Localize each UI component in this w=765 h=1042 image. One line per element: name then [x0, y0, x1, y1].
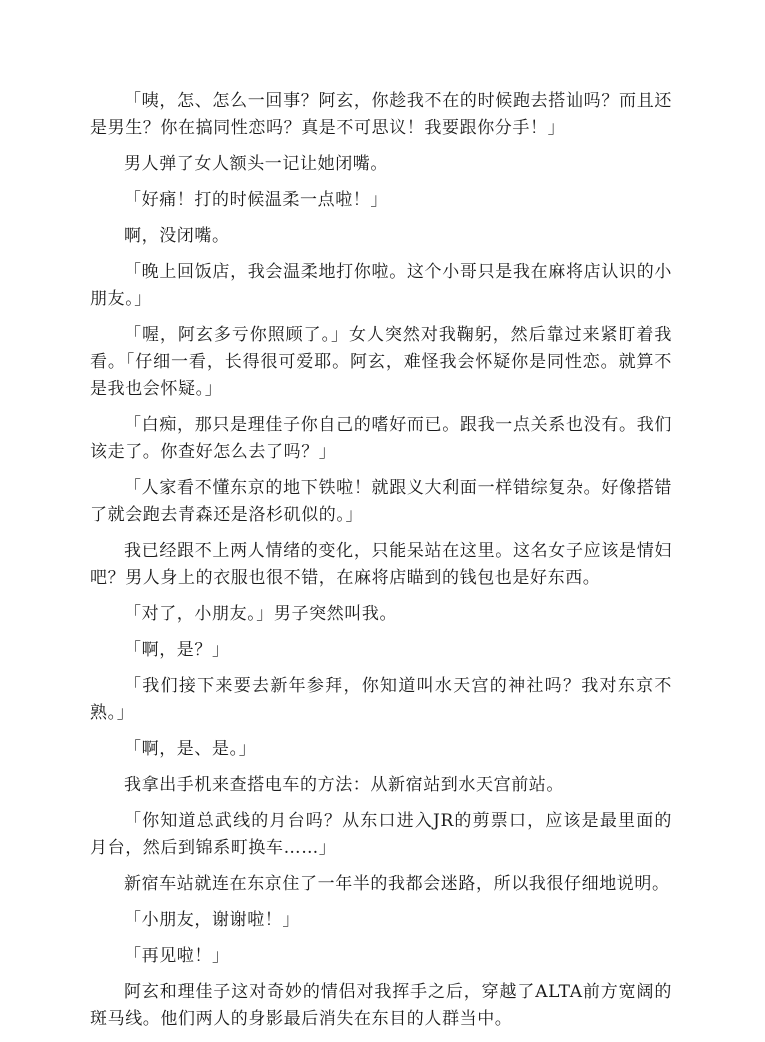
paragraph: 「好痛！打的时候温柔一点啦！」 — [124, 190, 388, 210]
paragraph: 我拿出手机来查搭电车的方法：从新宿站到水天宫前站。 — [124, 775, 564, 795]
paragraph: 「喔，阿玄多亏你照顾了。」女人突然对我鞠躬，然后靠过来紧盯着我看。「仔细一看，长得很可爱耶。阿玄，难怪我会怀疑你是同性恋。就算不是我也会怀疑。」 — [90, 325, 672, 399]
paragraph: 「小朋友，谢谢啦！」 — [124, 910, 300, 930]
paragraph: 男人弹了女人额头一记让她闭嘴。 — [124, 154, 388, 174]
paragraph: 「人家看不懂东京的地下铁啦！就跟义大利面一样错综复杂。好像搭错了就会跑去青森还是洛杉矶似的。」 — [90, 478, 672, 525]
paragraph: 啊，没闭嘴。 — [124, 226, 230, 246]
paragraph: 阿玄和理佳子这对奇妙的情侣对我挥手之后，穿越了ALTA前方宽阔的斑马线。他们两人的身影最后消失在东目的人群当中。 — [90, 982, 672, 1029]
paragraph: 「再见啦！」 — [124, 946, 230, 966]
paragraph: 「你知道总武线的月台吗？从东口进入JR的剪票口，应该是最里面的月台，然后到锦系町换车……」 — [90, 811, 672, 858]
paragraph: 「白痴，那只是理佳子你自己的嗜好而已。跟我一点关系也没有。我们该走了。你查好怎么去了吗？」 — [90, 415, 672, 462]
paragraph: 我已经跟不上两人情绪的变化，只能呆站在这里。这名女子应该是情妇吧？男人身上的衣服也很不错，在麻将店瞄到的钱包也是好东西。 — [90, 541, 672, 588]
document-page — [90, 88, 672, 1042]
paragraph: 「咦，怎、怎么一回事？阿玄，你趁我不在的时候跑去搭讪吗？而且还是男生？你在搞同性恋吗？真是不可思议！我要跟你分手！」 — [90, 91, 672, 138]
paragraph: 「晚上回饭店，我会温柔地打你啦。这个小哥只是我在麻将店认识的小朋友。」 — [90, 262, 672, 309]
paragraph: 新宿车站就连在东京住了一年半的我都会迷路，所以我很仔细地说明。 — [124, 874, 670, 894]
paragraph: 「我们接下来要去新年参拜，你知道叫水天宫的神社吗？我对东京不熟。」 — [90, 676, 672, 723]
paragraph: 「对了，小朋友。」男子突然叫我。 — [124, 604, 398, 624]
paragraph: 「啊，是？」 — [124, 640, 230, 660]
paragraph: 「啊，是、是。」 — [124, 739, 257, 759]
